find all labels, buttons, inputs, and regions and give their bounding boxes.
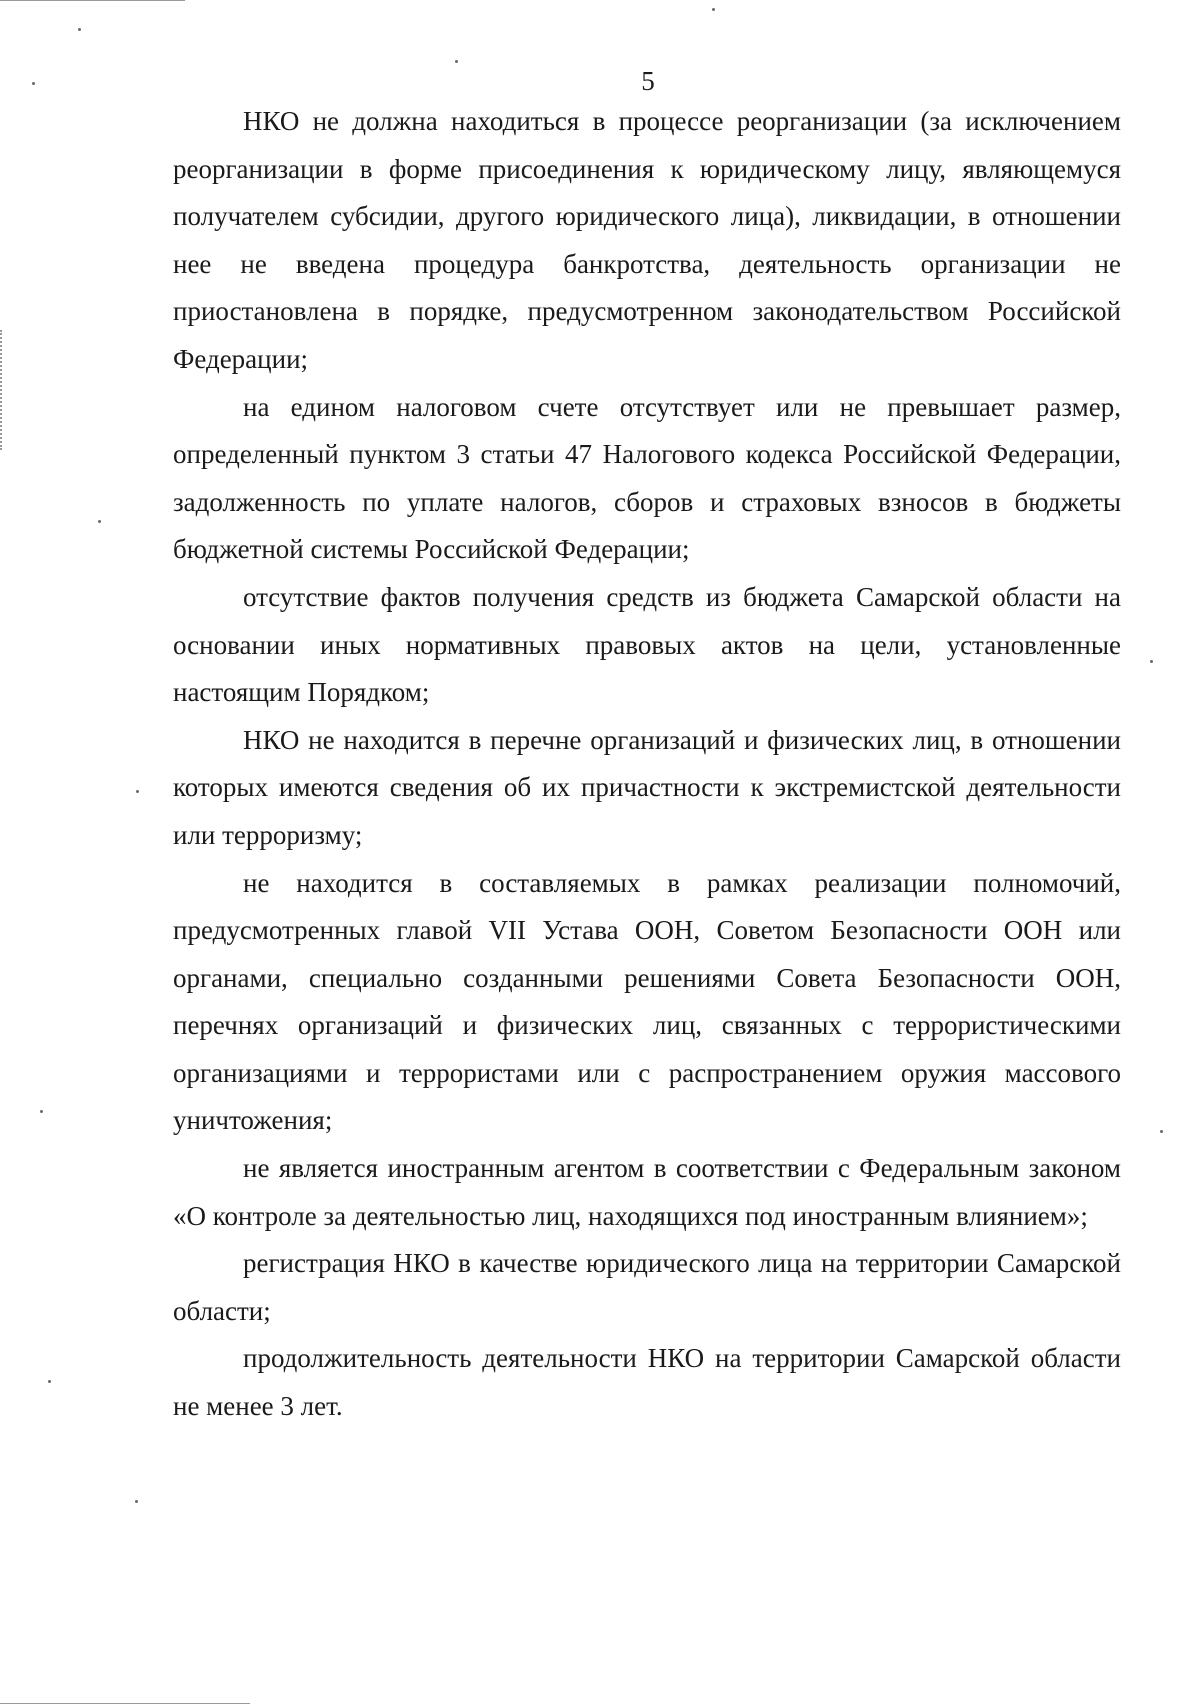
paragraph: НКО не должна находиться в процессе реорганизации (за исключением реорганизации в форме присоединения к юридическому лицу, являющемуся получателем субсидии, другого юридического лица), ликвидации, в отношении нее не введена процедура банкротства, деятельность организации не приостановлена в порядке, предусмотренном законодательством Российской Федерации; xyxy=(173,106,1121,374)
scan-speck xyxy=(98,520,101,523)
paragraph: регистрация НКО в качестве юридического лица на территории Самарской области; xyxy=(173,1248,1121,1326)
scan-speck xyxy=(1160,1130,1163,1133)
paragraph: на едином налоговом счете отсутствует или не превышает размер, определенный пунктом 3 статьи 47 Налогового кодекса Российской Федерации, задолженность по уплате налогов, сборов и страховых взносов в бюджеты бюджетной системы Российской Федерации; xyxy=(173,391,1121,565)
scan-speck xyxy=(135,1500,138,1503)
scan-edge-top xyxy=(0,0,185,1)
scan-speck xyxy=(1150,660,1153,663)
paragraph: НКО не находится в перечне организаций и физических лиц, в отношении которых имеются сведения об их причастности к экстремистской деятельности или терроризму; xyxy=(173,724,1121,850)
scan-edge-bottom xyxy=(0,1703,250,1704)
paragraph: отсутствие фактов получения средств из бюджета Самарской области на основании иных нормативных правовых актов на цели, установленные настоящим Порядком; xyxy=(173,581,1121,708)
scan-speck xyxy=(40,1110,43,1113)
scan-margin-marks xyxy=(0,330,6,450)
scan-speck xyxy=(78,28,81,31)
page-number: 5 xyxy=(641,66,655,96)
paragraph: продолжительность деятельности НКО на территории Самарской области не менее 3 лет. xyxy=(173,1343,1121,1422)
scan-speck xyxy=(136,790,139,793)
scan-speck xyxy=(455,60,458,63)
document-body xyxy=(173,98,1121,1431)
paragraph: не является иностранным агентом в соответствии с Федеральным законом «О контроле за деятельностью лиц, находящихся под иностранным влиянием»; xyxy=(173,1153,1121,1231)
scan-speck xyxy=(712,8,715,11)
scan-speck xyxy=(48,1380,51,1383)
paragraph: не находится в составляемых в рамках реализации полномочий, предусмотренных главой VII Устава ООН, Советом Безопасности ООН или органами, специально созданными решениями Совета Безопасности ООН, перечнях организаций и физических лиц, связанных с террористическими организациями и террористами или с распространением оружия массового уничтожения; xyxy=(173,867,1121,1136)
